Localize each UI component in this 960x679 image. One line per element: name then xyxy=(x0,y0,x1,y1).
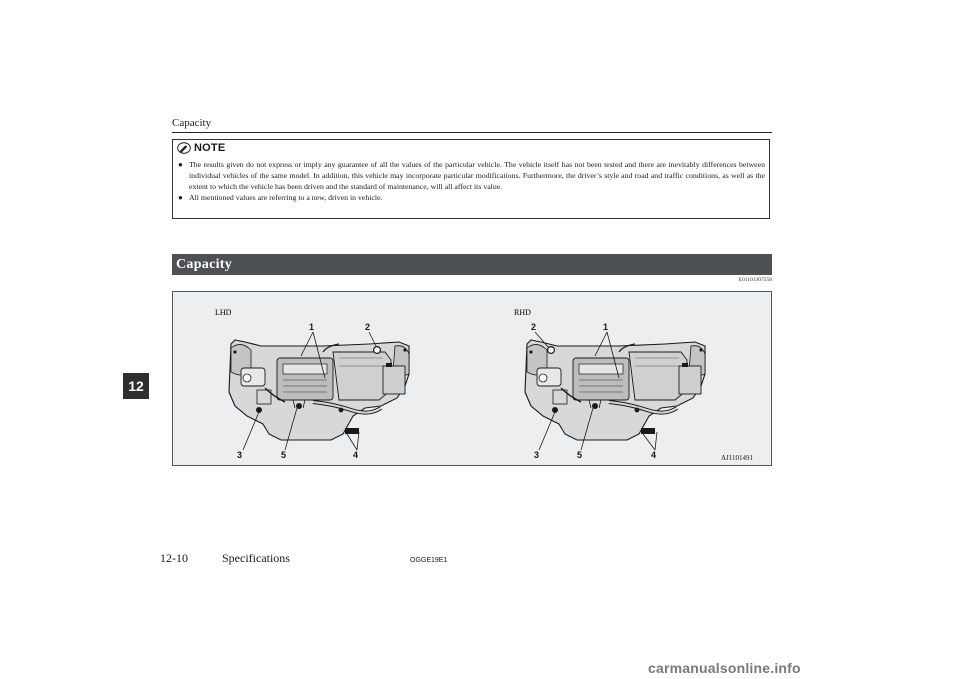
header-rule xyxy=(172,132,772,133)
engine-compartment-figure xyxy=(172,291,772,466)
callout-number: 1 xyxy=(603,322,609,332)
section-title: Capacity xyxy=(176,256,233,272)
callout-number: 2 xyxy=(365,322,371,332)
callout-number: 3 xyxy=(534,450,540,460)
figure-code: AJ1101491 xyxy=(721,454,754,462)
note-item xyxy=(178,159,765,192)
section-title-bar xyxy=(172,254,772,275)
watermark-text: carmanualsonline.info xyxy=(648,660,801,676)
callout-number: 5 xyxy=(281,450,287,460)
rhd-engine-bay xyxy=(525,332,705,450)
rhd-label: RHD xyxy=(514,308,531,317)
note-pencil-icon xyxy=(177,142,191,154)
section-code: E01101307558 xyxy=(738,277,772,283)
note-header xyxy=(177,142,225,154)
note-box xyxy=(172,139,770,219)
engine-diagram-svg xyxy=(173,292,771,465)
lhd-engine-bay xyxy=(229,332,409,450)
chapter-tab: 12 xyxy=(123,373,149,399)
running-head-title: Capacity xyxy=(172,117,212,129)
callout-number: 4 xyxy=(353,450,359,460)
note-item-text: All mentioned values are referring to a new, driven in vehicle. xyxy=(189,193,383,202)
note-title: NOTE xyxy=(194,142,226,154)
callout-number: 4 xyxy=(651,450,657,460)
callout-number: 3 xyxy=(237,450,243,460)
callout-number: 2 xyxy=(531,322,537,332)
bullet-icon: ● xyxy=(178,160,183,169)
page-number: 12-10 xyxy=(160,551,188,565)
document-code: OGGE19E1 xyxy=(410,557,448,564)
bullet-icon: ● xyxy=(178,193,183,202)
note-item-text: The results given do not express or imply any guarantee of all the values of the particular vehicle. The vehicle itself has not been tested and there are inevitably differences between individual vehicles of the same model. In addition, this vehicle may incorporate particular modifications. Furthermore, the driver’s style and road and traffic conditions, as well as the extent to which the vehicle has been driven and the standard of maintenance, will all affect its value. xyxy=(189,160,765,191)
note-body xyxy=(178,159,765,203)
callout-number: 1 xyxy=(309,322,315,332)
lhd-label: LHD xyxy=(215,308,232,317)
note-item xyxy=(178,192,765,203)
callout-number: 5 xyxy=(577,450,583,460)
footer-section-name: Specifications xyxy=(222,551,290,565)
